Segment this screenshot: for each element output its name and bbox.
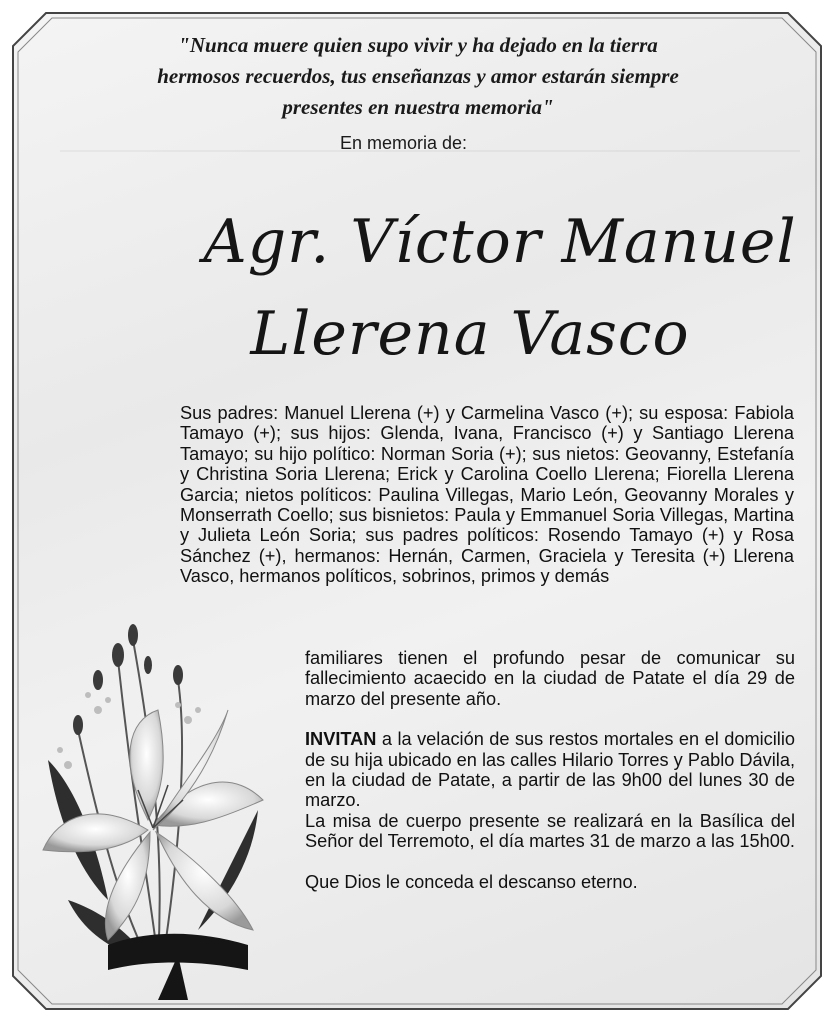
- closing-text: Que Dios le conceda el descanso eterno.: [305, 871, 638, 892]
- quote-line-1: "Nunca muere quien supo vivir y ha dejado en la tierra: [178, 33, 658, 57]
- intro-text: En memoria de:: [340, 133, 468, 153]
- family-paragraph-continuation: familiares tienen el profundo pesar de comunicar su fallecimiento acaecido en la ciudad de Patate el día 29 de marzo del presente año.: [305, 648, 795, 709]
- lily-flower-icon: [38, 600, 303, 1000]
- deceased-name: [150, 196, 810, 380]
- invitation-paragraph: [305, 729, 795, 811]
- invitation-keyword: INVITAN: [305, 729, 377, 750]
- announcement-body: [305, 648, 795, 892]
- quote-line-2: hermosos recuerdos, tus enseñanzas y amor estarán siempre: [157, 64, 679, 88]
- mass-paragraph: La misa de cuerpo presente se realizará en la Basílica del Señor del Terremoto, el día martes 31 de marzo a las 15h00.: [305, 810, 795, 852]
- family-paragraph: Sus padres: Manuel Llerena (+) y Carmelina Vasco (+); su esposa: Fabiola Tamayo (+); sus hijos: Glenda, Ivana, Francisco (+) y Santiago Llerena Tamayo; su hijo político: Norman Soria (+); sus nietos: Geovanny, Estefanía y Christina Soria Llerena; Erick y Carolina Coello Llerena; Fiorella Llerena Garcia; nietos políticos: Paulina Villegas, Mario León, Geovanny Morales y Monserrath Coello; sus bisnietos: Paula y Emmanuel Soria Villegas, Martina y Julieta León Soria; sus padres políticos: Rosendo Tamayo (+) y Rosa Sánchez (+), hermanos: Hernán, Carmen, Graciela y Teresita (+) Llerena Vasco, hermanos políticos, sobrinos, primos y demás: [180, 403, 794, 587]
- name-line-1: Agr. Víctor Manuel: [203, 207, 797, 277]
- name-line-2: Llerena Vasco: [250, 299, 690, 369]
- memorial-quote: [80, 30, 756, 123]
- quote-line-3: presentes en nuestra memoria": [282, 95, 554, 119]
- invitation-text: a la velación de sus restos mortales en el domicilio de su hija ubicado en las calles Hilario Torres y Pablo Dávila, en la ciudad de Patate, a partir de las 9h00 del lunes 30 de marzo.: [305, 729, 795, 811]
